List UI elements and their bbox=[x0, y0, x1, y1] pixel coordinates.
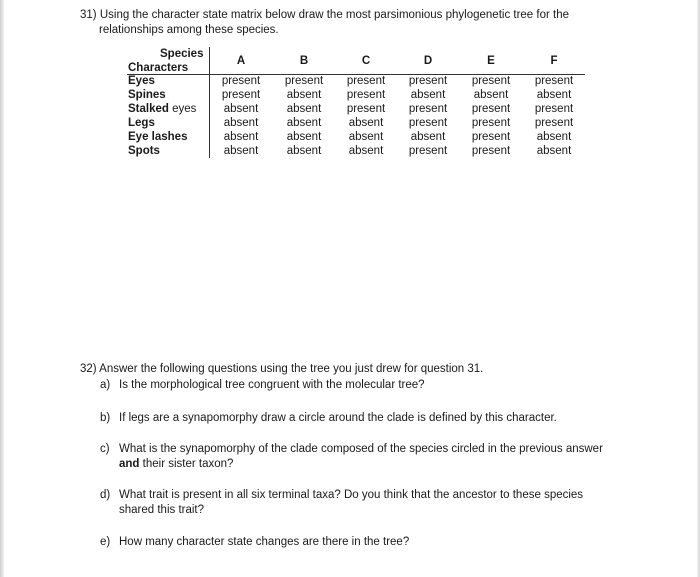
matrix-row-spines bbox=[127, 89, 587, 103]
cell-d: absent bbox=[410, 131, 446, 143]
row-label-suffix: eyes bbox=[172, 103, 197, 115]
row-label: Eyes bbox=[128, 75, 155, 87]
question-32d-text-line2: shared this trait? bbox=[119, 504, 205, 516]
row-label-bold: Stalked bbox=[128, 103, 169, 115]
species-header-label: Species bbox=[160, 48, 204, 60]
question-31-text-line1: Using the character state matrix below draw the most parsimonious phylogenetic tree for the bbox=[99, 9, 569, 21]
row-label bbox=[128, 103, 196, 115]
cell-b: absent bbox=[286, 131, 322, 143]
column-header-d: D bbox=[423, 55, 433, 67]
matrix-row-stalked-eyes bbox=[127, 103, 587, 117]
cell-c: absent bbox=[348, 131, 384, 143]
question-32d-letter: d) bbox=[100, 489, 111, 501]
cell-d: present bbox=[408, 103, 448, 115]
cell-f: present bbox=[534, 117, 574, 129]
page-left-edge bbox=[0, 0, 4, 577]
characters-header-label: Characters bbox=[128, 62, 189, 74]
column-header-e: E bbox=[487, 55, 495, 67]
question-32b-letter: b) bbox=[100, 412, 111, 424]
column-header-a: A bbox=[236, 55, 246, 67]
column-header-f: F bbox=[550, 55, 558, 67]
cell-c: present bbox=[346, 89, 386, 101]
matrix-row-eye-lashes bbox=[127, 131, 587, 145]
cell-e: present bbox=[471, 145, 511, 157]
question-32d-text-line1: What trait is present in all six terminal taxa? Do you think that the ancestor to these species bbox=[119, 489, 584, 501]
question-32e-letter: e) bbox=[100, 536, 111, 548]
question-31 bbox=[80, 8, 600, 38]
question-31-text-line2: relationships among these species. bbox=[99, 24, 279, 36]
question-32c-text-line2: their sister taxon? bbox=[139, 458, 234, 470]
row-label: Eye lashes bbox=[128, 131, 188, 143]
cell-d: present bbox=[408, 75, 448, 87]
cell-f: absent bbox=[536, 145, 572, 157]
cell-d: absent bbox=[410, 89, 446, 101]
row-label: Legs bbox=[128, 117, 155, 129]
matrix-header bbox=[127, 47, 587, 75]
question-32a-text: Is the morphological tree congruent with the molecular tree? bbox=[119, 379, 425, 391]
cell-c: absent bbox=[348, 145, 384, 157]
cell-c: present bbox=[346, 103, 386, 115]
question-32c-text bbox=[119, 442, 639, 472]
column-header-b: B bbox=[299, 55, 309, 67]
question-32b-text: If legs are a synapomorphy draw a circle around the clade is defined by this character. bbox=[119, 412, 557, 424]
cell-a: absent bbox=[223, 117, 259, 129]
cell-b: present bbox=[284, 75, 324, 87]
cell-f: present bbox=[534, 75, 574, 87]
row-label: Spines bbox=[128, 89, 166, 101]
cell-b: absent bbox=[286, 145, 322, 157]
cell-d: present bbox=[408, 117, 448, 129]
cell-f: absent bbox=[536, 131, 572, 143]
cell-e: present bbox=[471, 117, 511, 129]
cell-a: absent bbox=[223, 145, 259, 157]
row-label: Spots bbox=[128, 145, 160, 157]
cell-c: present bbox=[346, 75, 386, 87]
question-32a-letter: a) bbox=[100, 379, 111, 391]
cell-a: absent bbox=[223, 131, 259, 143]
matrix-row-eyes bbox=[127, 75, 587, 89]
column-header-c: C bbox=[361, 55, 371, 67]
cell-f: present bbox=[534, 103, 574, 115]
question-32e-text: How many character state changes are there in the tree? bbox=[119, 536, 410, 548]
cell-e: present bbox=[471, 131, 511, 143]
cell-b: absent bbox=[286, 103, 322, 115]
question-32d-text bbox=[119, 488, 639, 518]
question-32-intro: 32) Answer the following questions using the tree you just drew for question 31. bbox=[80, 363, 484, 375]
cell-e: present bbox=[471, 103, 511, 115]
cell-e: absent bbox=[473, 89, 509, 101]
question-32c-letter: c) bbox=[100, 443, 110, 455]
cell-f: absent bbox=[536, 89, 572, 101]
cell-b: absent bbox=[286, 89, 322, 101]
question-32c-text-bold: and bbox=[119, 458, 140, 470]
matrix-row-spots bbox=[127, 145, 587, 159]
cell-d: present bbox=[408, 145, 448, 157]
cell-e: present bbox=[471, 75, 511, 87]
question-32c-text-line1: What is the synapomorphy of the clade composed of the species circled in the previous answer bbox=[119, 443, 603, 455]
cell-a: absent bbox=[223, 103, 259, 115]
cell-a: present bbox=[221, 75, 261, 87]
cell-c: absent bbox=[348, 117, 384, 129]
cell-a: present bbox=[221, 89, 261, 101]
question-31-number: 31) bbox=[80, 9, 97, 21]
matrix-row-legs bbox=[127, 117, 587, 131]
cell-b: absent bbox=[286, 117, 322, 129]
